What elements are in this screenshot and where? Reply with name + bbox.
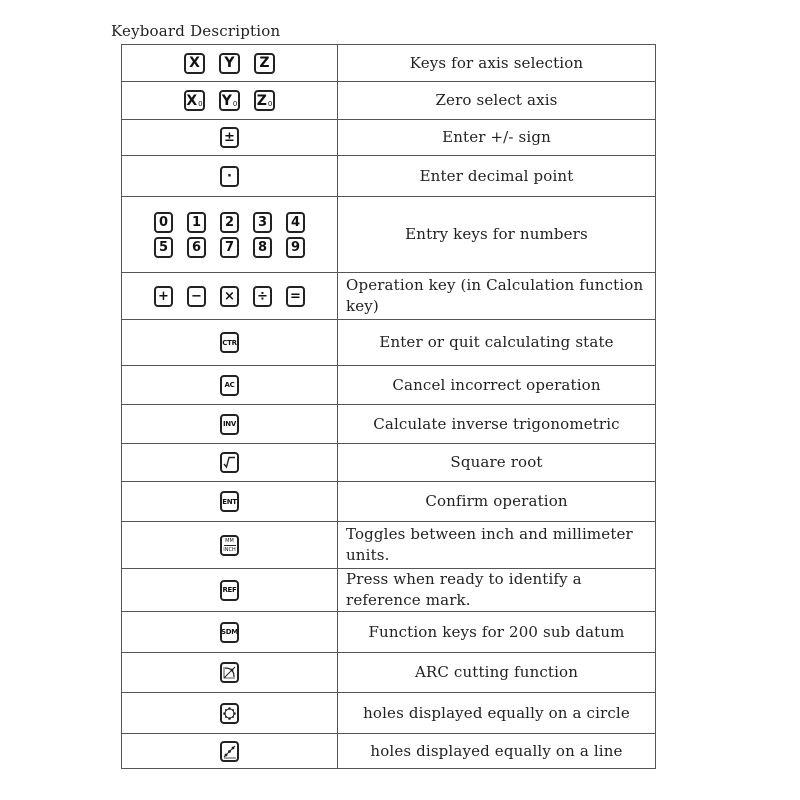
bolt-circle-icon xyxy=(220,703,239,724)
divide-key: ÷ xyxy=(253,286,272,307)
keys-cell xyxy=(122,444,338,482)
table-row xyxy=(122,482,656,522)
operation-keys xyxy=(122,286,337,307)
z0-key: Z 0 xyxy=(254,90,275,111)
keyboard-description-table xyxy=(121,44,656,769)
key-description: Square root xyxy=(338,444,656,482)
key-description: Operation key (in Calculation function key) xyxy=(338,273,656,320)
key-description: ARC cutting function xyxy=(338,653,656,693)
subtract-key: − xyxy=(187,286,206,307)
key-description: Enter or quit calculating state xyxy=(338,320,656,366)
table-row xyxy=(122,366,656,405)
table-row xyxy=(122,612,656,653)
key-description: Enter decimal point xyxy=(338,156,656,197)
equals-key: = xyxy=(286,286,305,307)
key-description: Enter +/- sign xyxy=(338,120,656,156)
y0-key: Y 0 xyxy=(219,90,240,111)
digit-4-key: 4 xyxy=(286,212,305,233)
axis-zero-keys xyxy=(122,90,337,111)
digit-7-key: 7 xyxy=(220,237,239,258)
line-holes-icon xyxy=(220,741,239,762)
number-keys-row-1 xyxy=(122,212,337,233)
keys-cell xyxy=(122,734,338,769)
table-row xyxy=(122,156,656,197)
x-key: X xyxy=(184,53,205,74)
table-row xyxy=(122,120,656,156)
table-row xyxy=(122,569,656,612)
table-row xyxy=(122,405,656,444)
keys-cell xyxy=(122,273,338,320)
key-description: Press when ready to identify a reference mark. xyxy=(338,569,656,612)
keys-cell xyxy=(122,522,338,569)
arc-cutting-icon xyxy=(220,662,239,683)
digit-9-key: 9 xyxy=(286,237,305,258)
keys-cell xyxy=(122,320,338,366)
keys-cell xyxy=(122,45,338,82)
plus-minus-key: ± xyxy=(220,127,239,148)
keys-cell xyxy=(122,120,338,156)
table-row xyxy=(122,273,656,320)
mm-inch-key: MM INCH xyxy=(220,535,239,556)
keys-cell xyxy=(122,653,338,693)
decimal-point-key: · xyxy=(220,166,239,187)
key-description: Zero select axis xyxy=(338,82,656,120)
table-row xyxy=(122,522,656,569)
table-row xyxy=(122,693,656,734)
key-description: Entry keys for numbers xyxy=(338,197,656,273)
table-row xyxy=(122,653,656,693)
key-description: holes displayed equally on a circle xyxy=(338,693,656,734)
digit-0-key: 0 xyxy=(154,212,173,233)
key-description: Confirm operation xyxy=(338,482,656,522)
table-row xyxy=(122,82,656,120)
square-root-icon xyxy=(220,452,239,473)
digit-1-key: 1 xyxy=(187,212,206,233)
key-description: Function keys for 200 sub datum xyxy=(338,612,656,653)
table-row xyxy=(122,320,656,366)
keys-cell xyxy=(122,405,338,444)
ref-key: REF xyxy=(220,580,239,601)
key-description: holes displayed equally on a line xyxy=(338,734,656,769)
z-key: Z xyxy=(254,53,275,74)
key-description: Keys for axis selection xyxy=(338,45,656,82)
digit-6-key: 6 xyxy=(187,237,206,258)
axis-select-keys xyxy=(122,53,337,74)
keys-cell xyxy=(122,482,338,522)
document-title: Keyboard Description xyxy=(111,22,281,40)
sdm-key: SDM xyxy=(220,622,239,643)
multiply-key: × xyxy=(220,286,239,307)
keys-cell xyxy=(122,693,338,734)
key-description: Cancel incorrect operation xyxy=(338,366,656,405)
add-key: + xyxy=(154,286,173,307)
table-row xyxy=(122,444,656,482)
ctr-key: CTR xyxy=(220,332,239,353)
digit-3-key: 3 xyxy=(253,212,272,233)
digit-8-key: 8 xyxy=(253,237,272,258)
table-row xyxy=(122,734,656,769)
keys-cell xyxy=(122,156,338,197)
inv-key: INV xyxy=(220,414,239,435)
ent-key: ENT xyxy=(220,491,239,512)
key-description: Toggles between inch and millimeter units. xyxy=(338,522,656,569)
keys-cell xyxy=(122,569,338,612)
ac-key: AC xyxy=(220,375,239,396)
keys-cell xyxy=(122,612,338,653)
y-key: Y xyxy=(219,53,240,74)
table-row xyxy=(122,197,656,273)
keys-cell xyxy=(122,82,338,120)
keys-cell xyxy=(122,366,338,405)
digit-5-key: 5 xyxy=(154,237,173,258)
keys-cell xyxy=(122,197,338,273)
x0-key: X 0 xyxy=(184,90,205,111)
key-description: Calculate inverse trigonometric xyxy=(338,405,656,444)
digit-2-key: 2 xyxy=(220,212,239,233)
number-keys-row-2 xyxy=(122,237,337,258)
table-row xyxy=(122,45,656,82)
